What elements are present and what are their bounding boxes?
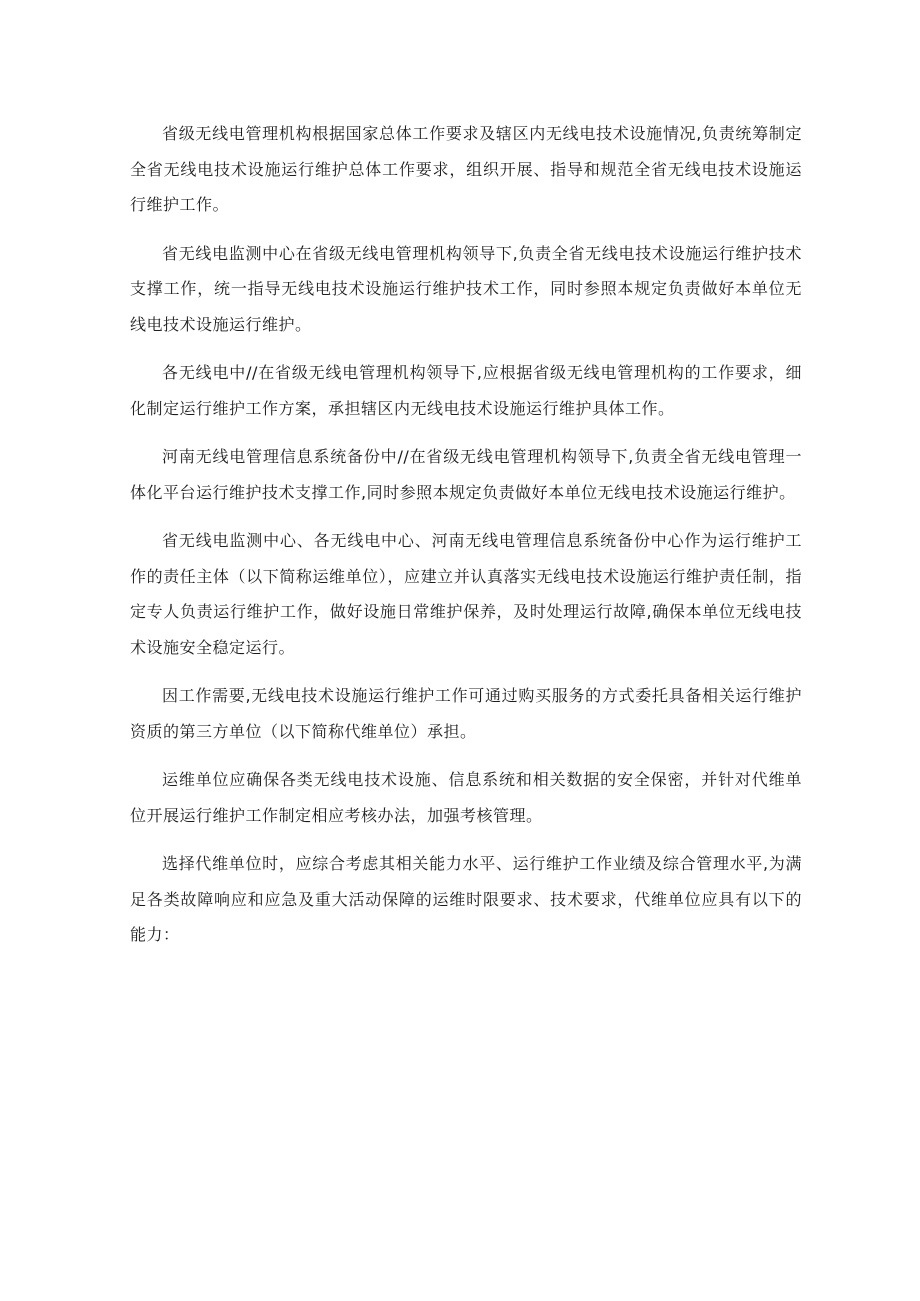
paragraph-2: 省无线电监测中心在省级无线电管理机构领导下,负责全省无线电技术设施运行维护技术支撑工作，统一指导无线电技术设施运行维护技术工作，同时参照本规定负责做好本单位无线电技术设施运行维护。 <box>130 243 802 334</box>
paragraph-1: 省级无线电管理机构根据国家总体工作要求及辖区内无线电技术设施情况,负责统筹制定全省无线电技术设施运行维护总体工作要求，组织开展、指导和规范全省无线电技术设施运行维护工作。 <box>130 124 802 214</box>
paragraph-5: 省无线电监测中心、各无线电中心、河南无线电管理信息系统备份中心作为运行维护工作的责任主体（以下简称运维单位），应建立并认真落实无线电技术设施运行维护责任制，指定专人负责运行维护工作，做好设施日常维护保养，及时处理运行故障,确保本单位无线电技术设施安全稳定运行。 <box>130 531 802 657</box>
paragraph-8: 选择代维单位时，应综合考虑其相关能力水平、运行维护工作业绩及综合管理水平,为满足各类故障响应和应急及重大活动保障的运维时限要求、技术要求，代维单位应具有以下的能力： <box>130 854 802 944</box>
document-body <box>130 116 802 966</box>
paragraph-6: 因工作需要,无线电技术设施运行维护工作可通过购买服务的方式委托具备相关运行维护资质的第三方单位（以下简称代维单位）承担。 <box>130 686 802 741</box>
paragraph-4: 河南无线电管理信息系统备份中//在省级无线电管理机构领导下,负责全省无线电管理一体化平台运行维护技术支撑工作,同时参照本规定负责做好本单位无线电技术设施运行维护。 <box>130 447 802 502</box>
paragraph-3: 各无线电中//在省级无线电管理机构领导下,应根据省级无线电管理机构的工作要求，细化制定运行维护工作方案，承担辖区内无线电技术设施运行维护具体工作。 <box>130 363 802 418</box>
paragraph-7: 运维单位应确保各类无线电技术设施、信息系统和相关数据的安全保密，并针对代维单位开展运行维护工作制定相应考核办法，加强考核管理。 <box>130 770 802 825</box>
